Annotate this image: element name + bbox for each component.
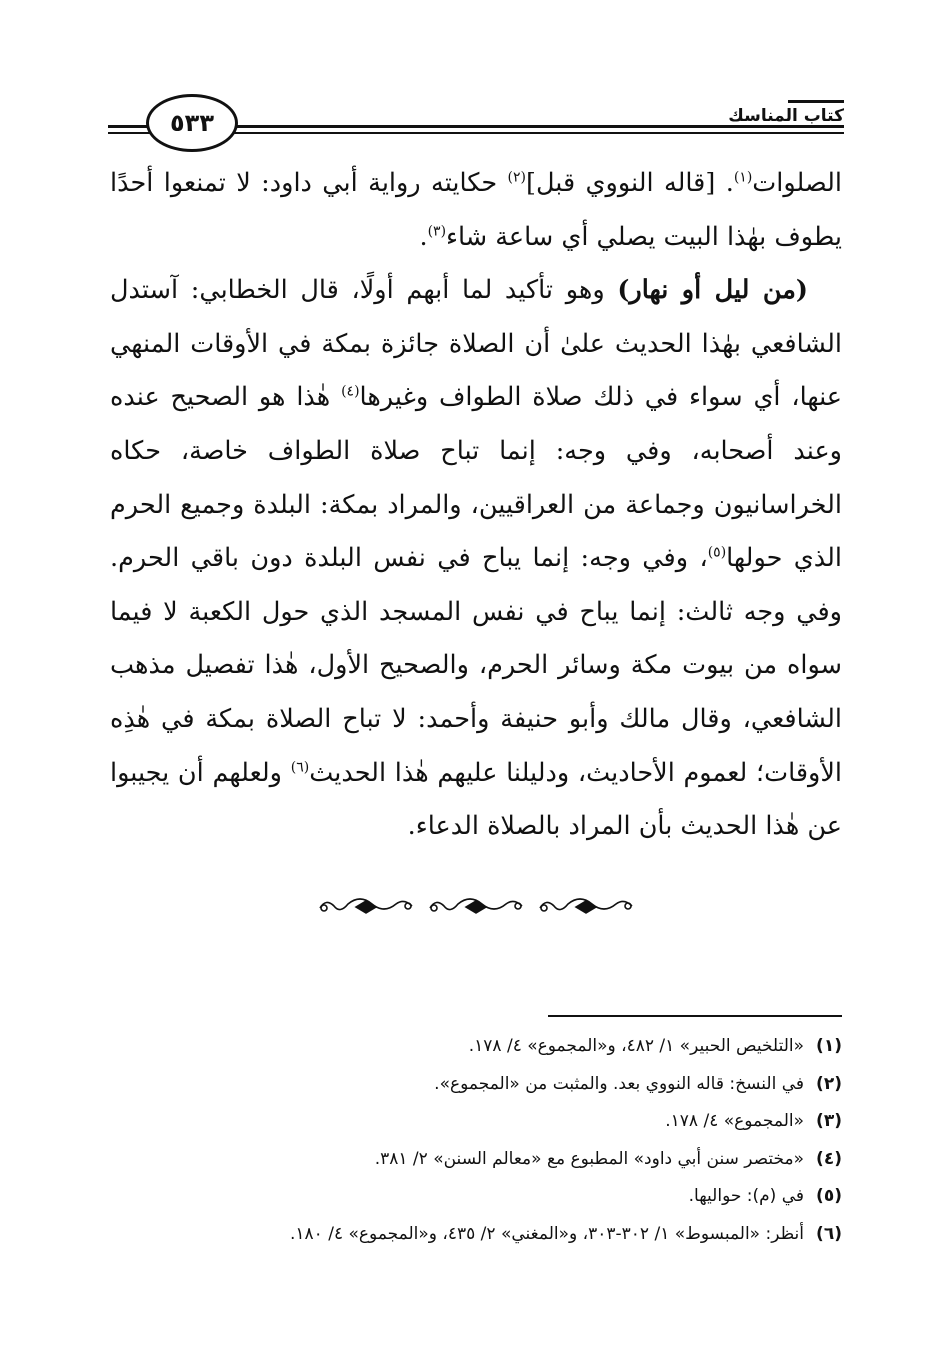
footnote (102, 1066, 842, 1104)
text-run: هٰذا هو الصحيح عنده وعند أصحابه، وفي وجه: إنما تباح صلاة الطواف خاصة، حكاه الخراسانيون وجماعة من العراقيين، والمراد بمكة: البلدة وجميع الحرم الذي حولها (110, 382, 842, 574)
footnote-ref[interactable]: (٥) (707, 544, 727, 561)
footnote-text: «المجموع» ٤/ ١٧٨. (665, 1111, 804, 1132)
footnote-divider (548, 1015, 842, 1017)
footnote-text: «مختصر سنن أبي داود» المطبوع مع «معالم السنن» ٢/ ٣٨١. (374, 1148, 804, 1169)
footnote-number: (١) (816, 1036, 842, 1056)
footnote (102, 1028, 842, 1066)
text-run: الصلوات (752, 168, 842, 198)
footnote-number: (٥) (816, 1186, 842, 1207)
footnote-number: (٤) (816, 1148, 842, 1169)
footnote-ref[interactable]: (١) (733, 169, 753, 186)
text-run: . [قاله النووي قبل] (526, 168, 734, 198)
text-run: . (419, 221, 428, 252)
commentary-lemma: (من ليل أو نهار) (617, 275, 808, 306)
paragraph-1 (110, 157, 842, 264)
text-run: ، وفي وجه: إنما يباح في نفس البلدة دون باقي الحرم. وفي وجه ثالث: إنما يباح في نفس المسجد الذي حول الكعبة لا فيما سواه من بيوت مكة وسائر الحرم، والصحيح الأول، هٰذا تفصيل مذهب الشافعي، وقال مالك وأبو حنيفة وأحمد: لا تباح الصلاة بمكة في هٰذِه الأوقات؛ لعموم الأحاديث، ودليلنا عليهم هٰذا الحديث (110, 543, 842, 788)
footnotes (102, 1028, 842, 1254)
footnote (102, 1141, 842, 1179)
running-header (108, 92, 844, 154)
footnote-number: (٢) (816, 1073, 842, 1094)
text-run: حكايته رواية أبي داود: لا تمنعوا أحدًا يطوف بهٰذا البيت يصلي أي ساعة شاء (110, 168, 842, 252)
footnote-ref[interactable]: (٤) (341, 383, 360, 400)
footnote-text: «التلخيص الحبير» ١/ ٤٨٢، و«المجموع» ٤/ ١٧٨. (468, 1036, 804, 1056)
main-text (110, 157, 842, 854)
paragraph-2 (110, 264, 842, 854)
footnote-ref[interactable]: (٢) (507, 169, 526, 186)
footnote-number: (٣) (816, 1111, 842, 1132)
footnote (102, 1103, 842, 1141)
footnote-text: أنظر: «المبسوط» ١/ ٣٠٢-٣٠٣، و«المغني» ٢/ ٤٣٥، و«المجموع» ٤/ ١٨٠. (290, 1223, 804, 1244)
header-rule-short (788, 100, 844, 103)
header-title: كتاب المناسك (728, 106, 844, 126)
page-number-badge (146, 94, 238, 152)
footnote-text: في النسخ: قاله النووي بعد. والمثبت من «المجموع». (434, 1073, 804, 1094)
page-number: ٥٣٣ (170, 109, 214, 137)
text-run: ولعلهم أن يجيبوا عن هٰذا الحديث بأن المراد بالصلاة الدعاء. (110, 757, 842, 842)
footnote-ref[interactable]: (٣) (427, 223, 447, 240)
footnote-ref[interactable]: (٦) (290, 759, 310, 776)
section-divider-ornament (314, 892, 640, 922)
footnote-number: (٦) (816, 1223, 842, 1244)
text-run: وهو تأكيد لما أبهم أولًا، قال الخطابي: آستدل الشافعي بهٰذا الحديث علىٰ أن الصلاة جائزة بمكة في الأوقات المنهي عنها، أي سواء في ذلك صلاة الطواف وغيرها (110, 275, 843, 413)
footnote (102, 1216, 842, 1254)
footnote-text: في (م): حواليها. (688, 1186, 804, 1207)
footnote (102, 1178, 842, 1216)
